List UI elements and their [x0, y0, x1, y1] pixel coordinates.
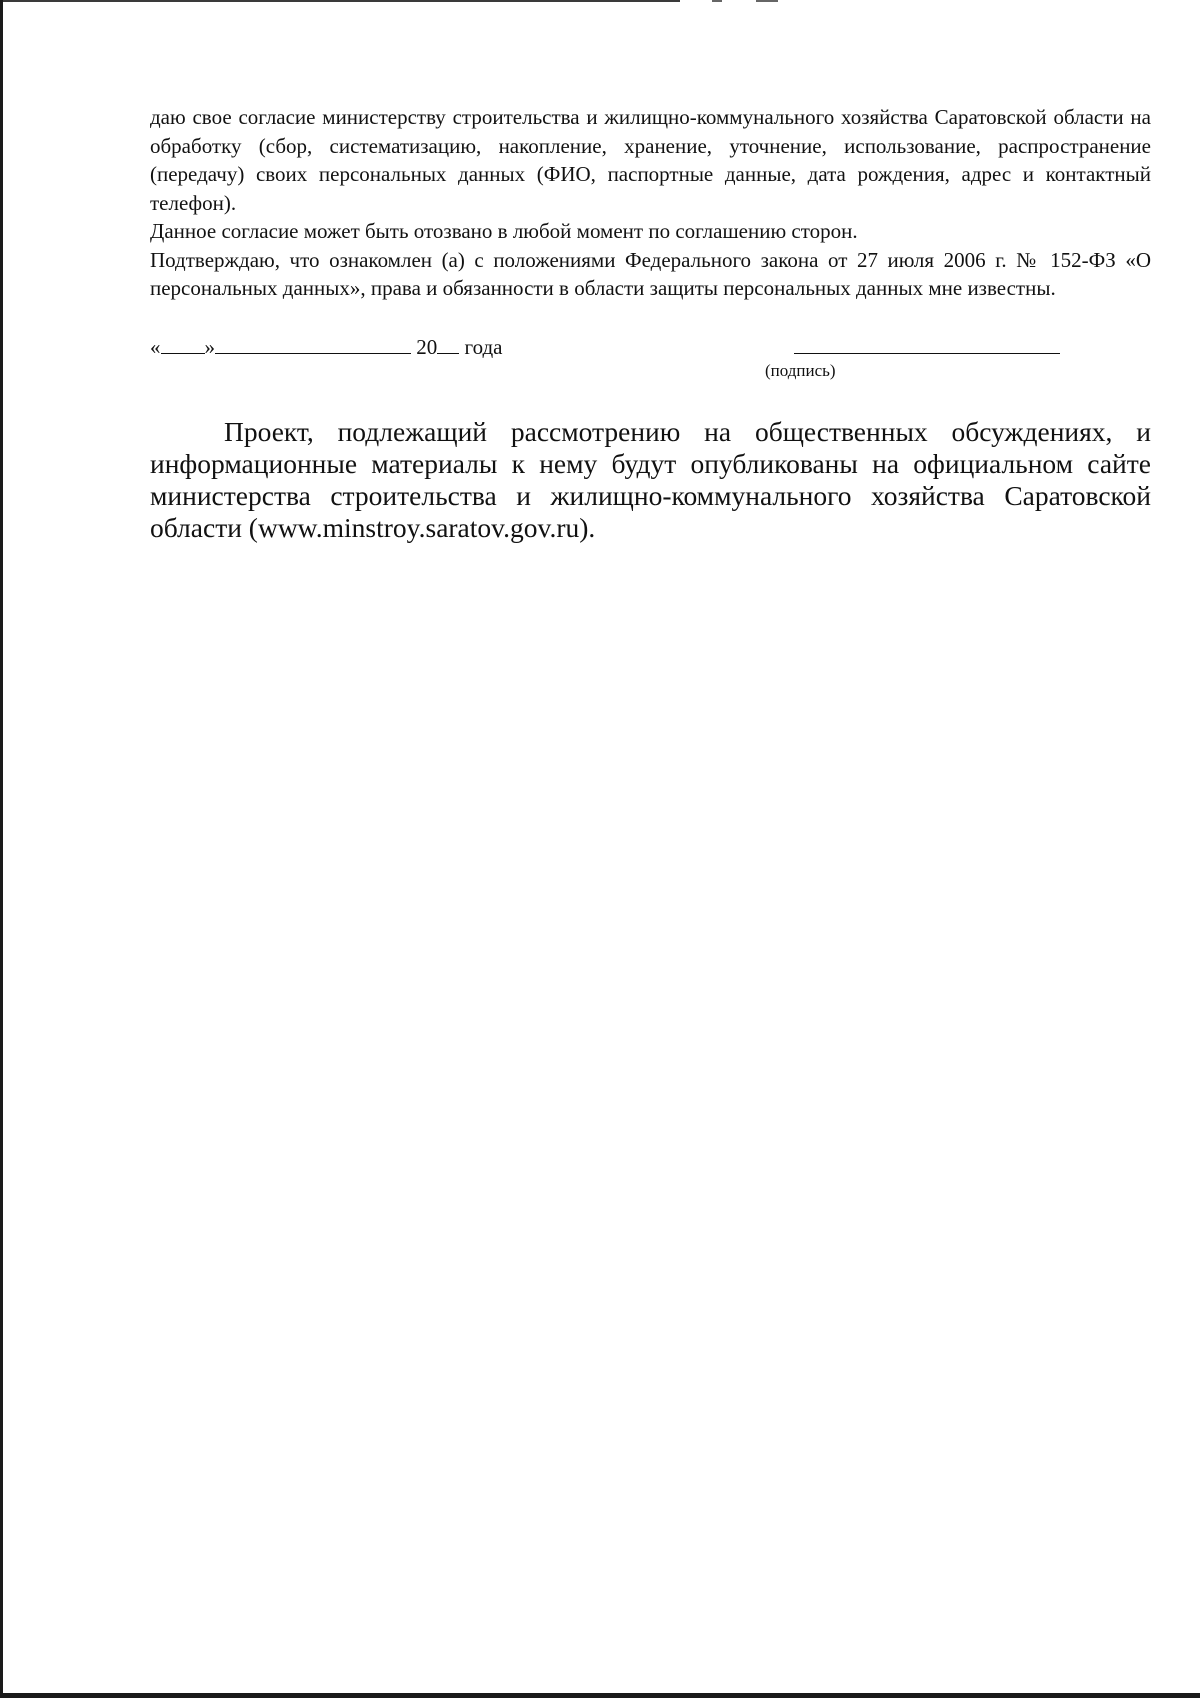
scan-mark: [756, 0, 778, 2]
signature-line: [794, 353, 1060, 354]
date-signature-row: [150, 333, 1151, 363]
scan-edge-top: [0, 0, 680, 2]
month-blank: [215, 335, 411, 354]
consent-paragraph: даю свое согласие министерству строительства и жилищно-коммунального хозяйства Саратовской области на обработку (сбор, систематизацию, накопление, хранение, уточнение, использование, распространение (передачу) своих персональных данных (ФИО, паспортные данные, дата рождения, адрес и контактный телефон).: [150, 105, 1151, 215]
century-label: 20: [416, 335, 438, 359]
open-quote: «: [150, 335, 161, 359]
close-quote: »: [204, 335, 215, 359]
day-blank: [161, 335, 205, 354]
year-blank: [437, 335, 459, 354]
scan-edge-left: [0, 0, 3, 1698]
date-line: [150, 333, 503, 361]
revocation-paragraph: Данное согласие может быть отозвано в любой момент по соглашению сторон.: [150, 219, 858, 243]
consent-block: [150, 103, 1151, 303]
publication-notice: Проект, подлежащий рассмотрению на общественных обсуждениях, и информационные материалы к нему будут опубликованы на официальном сайте министерства строительства и жилищно-коммунального хозяйства Саратовской области (www.minstroy.saratov.gov.ru).: [150, 416, 1151, 543]
signature-caption: (подпись): [765, 361, 836, 380]
scan-mark: [712, 0, 722, 2]
law-acknowledgement-paragraph: Подтверждаю, что ознакомлен (а) с положениями Федерального закона от 27 июля 2006 г. № 152-ФЗ «О персональных данных», права и обязанности в области защиты персональных данных мне известны.: [150, 247, 1151, 300]
year-word: года: [464, 335, 503, 359]
scan-edge-bottom: [0, 1693, 1200, 1698]
